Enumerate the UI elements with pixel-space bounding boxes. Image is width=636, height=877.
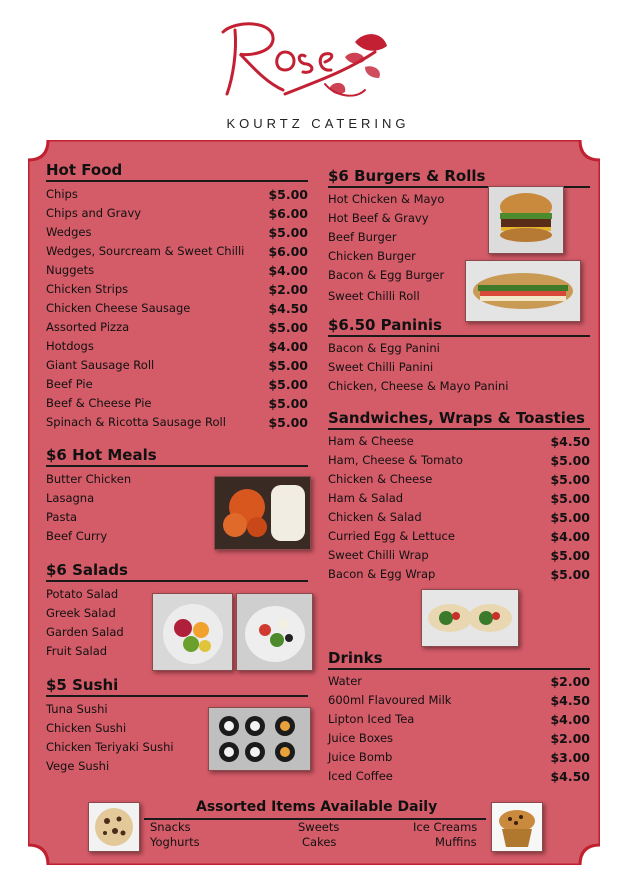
drinks-title: Drinks — [328, 649, 383, 667]
menu-item: Chips and Gravy $6.00 — [46, 206, 308, 221]
section-divider — [328, 335, 590, 337]
greek-salad-icon — [237, 594, 312, 670]
menu-item: Curried Egg & Lettuce $4.00 — [328, 529, 590, 544]
menu-item: Tuna Sushi — [46, 702, 108, 716]
menu-item: Hot Chicken & Mayo — [328, 192, 445, 206]
sushi-photo — [208, 707, 311, 771]
footer-yoghurts: Yoghurts — [150, 835, 200, 849]
menu-item: Sweet Chilli Wrap $5.00 — [328, 548, 590, 563]
menu-item: Bacon & Egg Burger — [328, 268, 445, 282]
menu-item: Chicken Strips $2.00 — [46, 282, 308, 297]
salads-title: $6 Salads — [46, 561, 128, 579]
menu-item: Iced Coffee $4.50 — [328, 769, 590, 784]
rose-logo — [205, 12, 405, 112]
menu-item: Chicken & Cheese $5.00 — [328, 472, 590, 487]
menu-item: Beef Pie $5.00 — [46, 377, 308, 392]
cookie-photo — [88, 802, 140, 852]
menu-item: Bacon & Egg Wrap $5.00 — [328, 567, 590, 582]
menu-item: Giant Sausage Roll $5.00 — [46, 358, 308, 373]
menu-item: Wedges, Sourcream & Sweet Chilli $6.00 — [46, 244, 308, 259]
roll-photo — [465, 260, 581, 322]
menu-item: Nuggets $4.00 — [46, 263, 308, 278]
burger-icon — [489, 187, 563, 253]
menu-item: Chips $5.00 — [46, 187, 308, 202]
menu-item: Chicken Burger — [328, 249, 416, 263]
burger-photo — [488, 186, 564, 254]
menu-item: Chicken & Salad $5.00 — [328, 510, 590, 525]
menu-item: Pasta — [46, 510, 78, 524]
footer-sweets: Sweets — [298, 820, 340, 834]
section-divider — [46, 695, 308, 697]
menu-item: Chicken Teriyaki Sushi — [46, 740, 174, 754]
footer-cakes: Cakes — [302, 835, 337, 849]
footer-muffins: Muffins — [435, 835, 477, 849]
menu-item: Sweet Chilli Panini — [328, 360, 434, 374]
menu-item: Lipton Iced Tea $4.00 — [328, 712, 590, 727]
footer-snacks: Snacks — [150, 820, 191, 834]
menu-item: Juice Boxes $2.00 — [328, 731, 590, 746]
section-divider — [46, 180, 308, 182]
section-divider — [328, 428, 590, 430]
menu-item: Hot Beef & Gravy — [328, 211, 429, 225]
footer-title: Assorted Items Available Daily — [196, 799, 438, 815]
cookie-icon — [89, 803, 139, 851]
menu-item: Bacon & Egg Panini — [328, 341, 440, 355]
menu-item: Beef Burger — [328, 230, 397, 244]
menu-item: Chicken Sushi — [46, 721, 127, 735]
menu-item: Beef Curry — [46, 529, 108, 543]
burgers-title: $6 Burgers & Rolls — [328, 167, 486, 185]
greek-salad-photo — [236, 593, 313, 671]
menu-item: Chicken, Cheese & Mayo Panini — [328, 379, 509, 393]
section-divider — [46, 465, 308, 467]
fruit-salad-icon — [153, 594, 232, 670]
menu-item: Chicken Cheese Sausage $4.50 — [46, 301, 308, 316]
section-divider — [328, 668, 590, 670]
menu-item: Wedges $5.00 — [46, 225, 308, 240]
hot-meals-title: $6 Hot Meals — [46, 446, 157, 464]
brand-name: KOURTZ CATERING — [226, 116, 410, 131]
hot-food-title: Hot Food — [46, 161, 123, 179]
menu-item: Greek Salad — [46, 606, 116, 620]
menu-item: Water $2.00 — [328, 674, 590, 689]
menu-item: Sweet Chilli Roll — [328, 289, 420, 303]
fruit-salad-photo — [152, 593, 233, 671]
sushi-icon — [209, 708, 310, 770]
menu-item: 600ml Flavoured Milk $4.50 — [328, 693, 590, 708]
menu-item: Butter Chicken — [46, 472, 132, 486]
menu-board — [28, 140, 600, 865]
wrap-icon — [422, 590, 518, 646]
menu-item: Lasagna — [46, 491, 95, 505]
menu-item: Assorted Pizza $5.00 — [46, 320, 308, 335]
menu-item: Ham & Cheese $4.50 — [328, 434, 590, 449]
roll-icon — [466, 261, 580, 321]
left-column — [46, 160, 308, 776]
muffin-photo — [491, 802, 543, 852]
menu-item: Ham & Salad $5.00 — [328, 491, 590, 506]
menu-item: Hotdogs $4.00 — [46, 339, 308, 354]
sushi-title: $5 Sushi — [46, 676, 119, 694]
menu-item: Potato Salad — [46, 587, 119, 601]
menu-item: Vege Sushi — [46, 759, 110, 773]
wrap-photo — [421, 589, 519, 647]
menu-item: Ham, Cheese & Tomato $5.00 — [328, 453, 590, 468]
menu-item: Spinach & Ricotta Sausage Roll $5.00 — [46, 415, 308, 430]
section-divider — [46, 580, 308, 582]
paninis-title: $6.50 Paninis — [328, 316, 442, 334]
butter-chicken-icon — [215, 477, 310, 549]
muffin-icon — [492, 803, 542, 851]
menu-item: Beef & Cheese Pie $5.00 — [46, 396, 308, 411]
rose-logo-icon — [205, 12, 405, 112]
butter-chicken-photo — [214, 476, 311, 550]
footer-ice-creams: Ice Creams — [413, 820, 478, 834]
sandwiches-title: Sandwiches, Wraps & Toasties — [328, 409, 585, 427]
menu-item: Garden Salad — [46, 625, 124, 639]
menu-item: Fruit Salad — [46, 644, 108, 658]
right-column — [328, 166, 590, 786]
menu-item: Juice Bomb $3.00 — [328, 750, 590, 765]
